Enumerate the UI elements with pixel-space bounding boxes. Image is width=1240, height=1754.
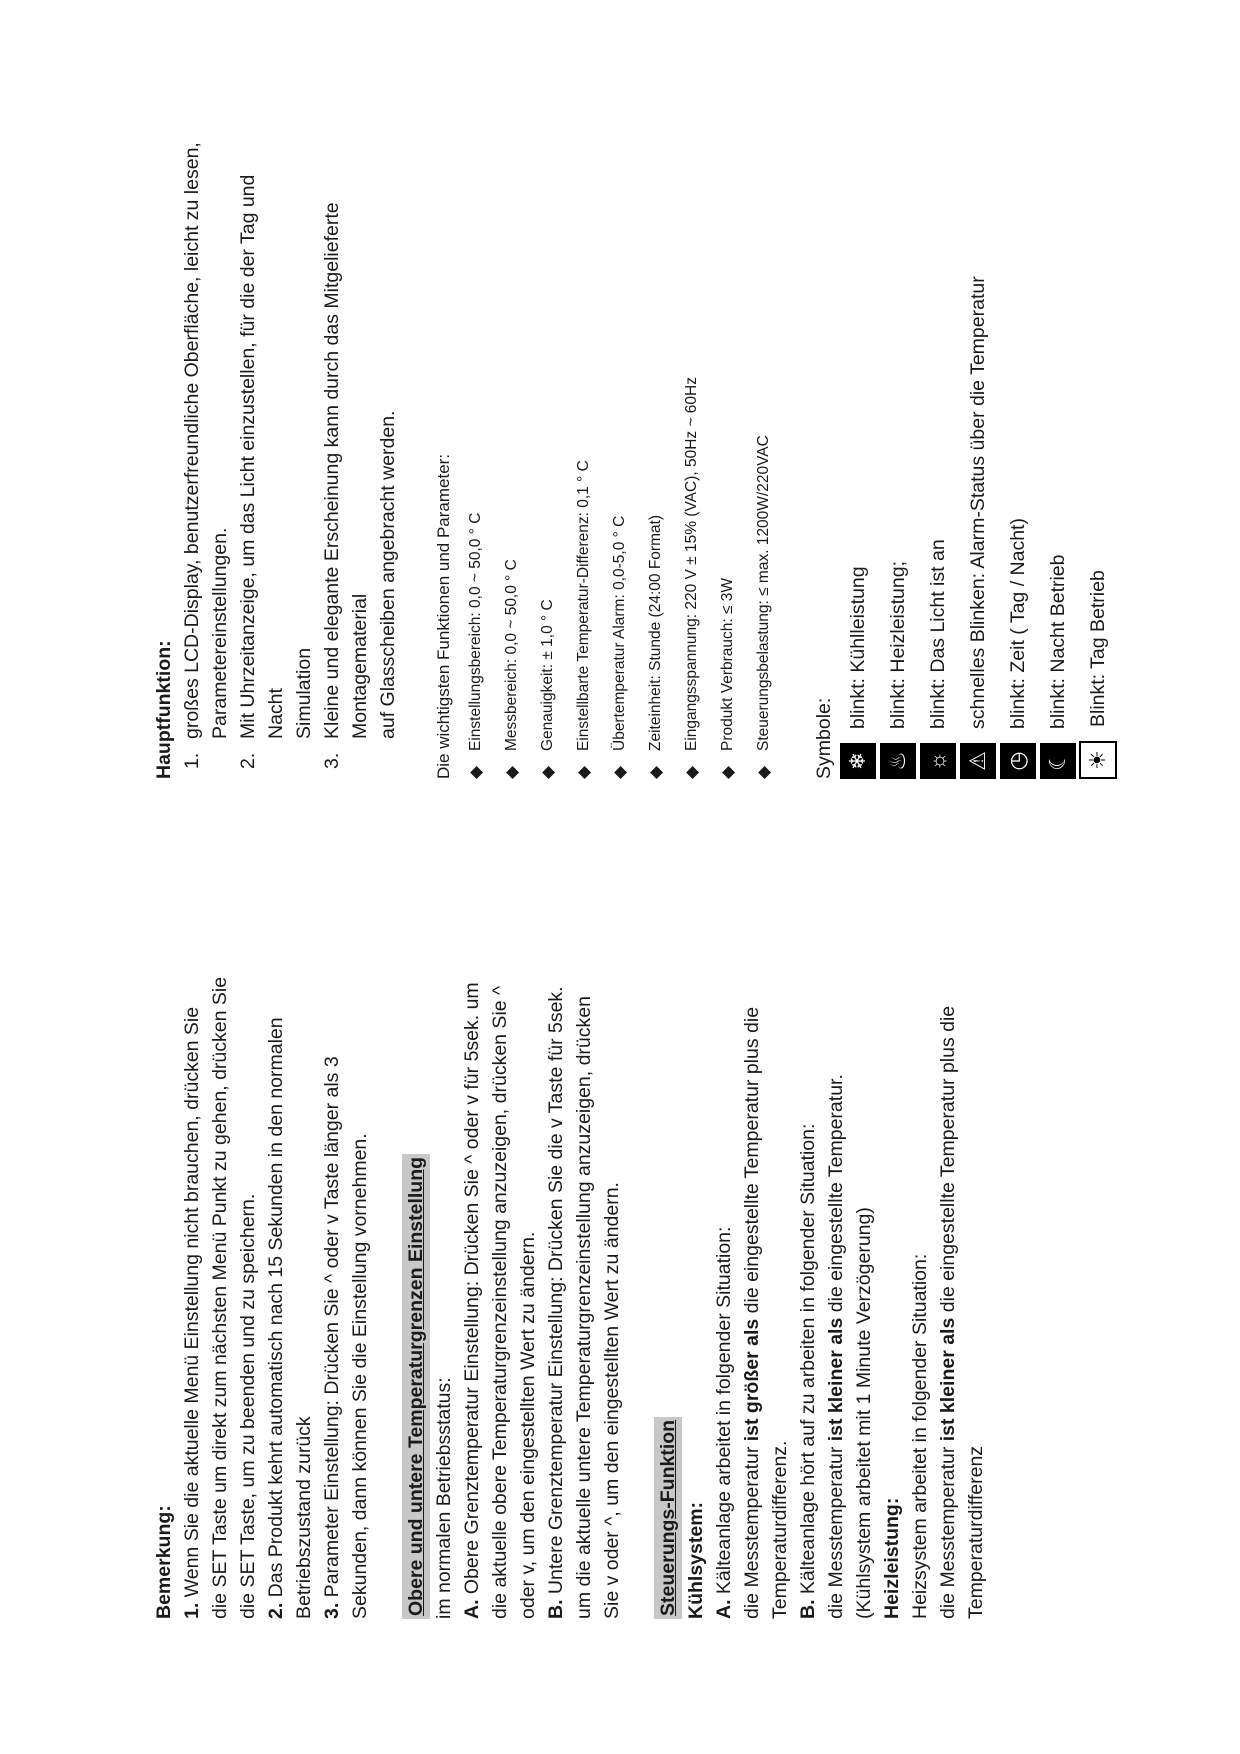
light-bulb-icon: ☼ — [920, 743, 956, 779]
cool-b-line-3: (Kühlsystem arbeitet mit 1 Minute Verzögerung) — [853, 1207, 875, 1619]
symbol-text: Blinkt: Tag Betrieb — [1087, 570, 1109, 727]
cool-b-line-1: Kälteanlage hört auf zu arbeiten in folgender Situation: — [797, 1123, 819, 1595]
main-2-line-2: Simulation — [293, 647, 315, 739]
symbol-text: blinkt: Das Licht ist an — [927, 539, 949, 729]
remark-title: Bemerkung: — [153, 1505, 175, 1619]
cooling-title: Kühlsystem: — [685, 1501, 707, 1619]
param-text: Einstellungsbereich: 0,0 ~ 50,0 ° C — [467, 512, 484, 751]
cool-b-post: die eingestellte Temperatur. — [825, 1074, 847, 1318]
param-item — [458, 119, 494, 779]
bullet-icon: ◆ — [502, 765, 521, 779]
heating-title: Heizleistung: — [881, 1497, 903, 1619]
cool-b-bold: ist kleiner als — [825, 1317, 847, 1442]
remark-num-2: 2. — [265, 1602, 287, 1619]
symbol-text: blinkt: Zeit ( Tag / Nacht) — [1007, 518, 1029, 729]
param-text: Eingangsspannung: 220 V ± 15% (VAC), 50Hz ~ 60Hz — [683, 377, 700, 751]
main-item-2 — [234, 119, 318, 779]
heat-line-3: Temperaturdifferenz — [965, 1445, 987, 1619]
symbol-row — [838, 119, 878, 779]
bullet-icon: ◆ — [682, 765, 701, 779]
limits-b-line-1: Untere Grenztemperatur Einstellung: Drücken Sie die v Taste für 5sek. — [545, 986, 567, 1595]
bullet-icon: ◆ — [754, 765, 773, 779]
cool-a-line-1: Kälteanlage arbeitet in folgender Situation: — [713, 1226, 735, 1595]
limits-a-label: A. — [461, 1599, 483, 1619]
param-item — [566, 119, 602, 779]
remark-item-1 — [178, 899, 262, 1619]
bullet-icon: ◆ — [646, 765, 665, 779]
remark-1-line-2: die SET Taste um direkt zum nächsten Menü Punkt zu gehen, drücken Sie — [209, 976, 231, 1619]
remark-3-line-1: Parameter Einstellung: Drücken Sie ^ oder v Taste länger als 3 — [321, 1056, 343, 1598]
main-2-line-1: Mit Uhrzeitanzeige, um das Licht einzustellen, für die der Tag und Nacht — [237, 174, 287, 739]
cooling-b — [794, 899, 878, 1619]
cool-a-post: die eingestellte Temperatur plus die — [741, 1006, 763, 1319]
main-function-title: Hauptfunktion: — [153, 640, 175, 779]
main-num-2: 2. — [237, 752, 259, 769]
bullet-icon: ◆ — [538, 765, 557, 779]
heat-line-1: Heizsystem arbeitet in folgender Situation: — [909, 1253, 931, 1619]
control-title: Steuerungs-Funktion — [654, 1417, 682, 1619]
symbol-text: blinkt: Heizleistung; — [887, 561, 909, 729]
cool-a-label: A. — [713, 1599, 735, 1619]
param-item — [602, 119, 638, 779]
limits-a-line-2: die aktuelle obere Temperaturgrenzeinstellung anzuzeigen, drücken Sie ^ — [489, 985, 511, 1619]
main-item-1 — [178, 119, 234, 779]
symbols-list — [838, 119, 1118, 779]
remark-1-line-3: die SET Taste, um zu beenden und zu speichern. — [237, 1193, 259, 1619]
param-text: Steuerungsbelastung: ≤ max. 1200W/220VAC — [755, 435, 772, 751]
limits-a-line-3: oder v, um den eingestellten Wert zu ändern. — [517, 1231, 539, 1619]
cool-a-bold: ist größer als — [741, 1318, 763, 1442]
cool-b-pre: die Messtemperatur — [825, 1441, 847, 1619]
heating-text — [906, 899, 990, 1619]
main-function-list — [178, 119, 402, 779]
alarm-thermometer-icon: ⚠ — [960, 743, 996, 779]
param-text: Produkt Verbrauch: ≤ 3W — [719, 577, 736, 751]
right-column — [150, 119, 1118, 779]
limits-a — [458, 899, 542, 1619]
param-text: Genauigkeit: ± 1,0 ° C — [539, 599, 556, 751]
symbol-text: schnelles Blinken: Alarm-Status über die Temperatur — [967, 276, 989, 729]
left-column — [150, 899, 990, 1619]
symbol-row — [958, 119, 998, 779]
main-3-line-1: Kleine und elegante Erscheinung kann durch das Mitgelieferte Montagematerial — [321, 202, 371, 739]
cool-b-label: B. — [797, 1599, 819, 1619]
param-item — [674, 119, 710, 779]
symbol-text: blinkt: Nacht Betrieb — [1047, 554, 1069, 729]
cool-a-line-3: Temperaturdifferenz. — [769, 1440, 791, 1619]
limits-b-label: B. — [545, 1599, 567, 1619]
param-item — [710, 119, 746, 779]
bullet-icon: ◆ — [610, 765, 629, 779]
symbol-row — [878, 119, 918, 779]
symbols-title: Symbole: — [813, 697, 835, 779]
moon-icon: ☾ — [1040, 743, 1076, 779]
param-item — [746, 119, 782, 779]
symbol-row — [998, 119, 1038, 779]
remark-2-line-1: Das Produkt kehrt automatisch nach 15 Sekunden in den normalen — [265, 1017, 287, 1598]
bullet-icon: ◆ — [718, 765, 737, 779]
remark-item-3 — [318, 899, 374, 1619]
main-1-line-2: Parametereinstellungen. — [209, 527, 231, 739]
snowflake-icon: ❄ — [840, 743, 876, 779]
param-text: Messbereich: 0,0 ~ 50,0 ° C — [503, 559, 520, 751]
heat-pre: die Messtemperatur — [937, 1441, 959, 1619]
params-title: Die wichtigsten Funktionen und Parameter: — [434, 453, 453, 779]
limits-b — [542, 899, 626, 1619]
heat-post: die eingestellte Temperatur plus die — [937, 1005, 959, 1318]
clock-icon: ◷ — [1000, 743, 1036, 779]
symbol-row — [918, 119, 958, 779]
sun-icon: ☀ — [1079, 741, 1117, 779]
heat-waves-icon: ♨ — [880, 743, 916, 779]
cooling-a — [710, 899, 794, 1619]
limits-title: Obere und untere Temperaturgrenzen Einstellung — [402, 1154, 430, 1619]
limits-b-line-3: Sie v oder ^, um den eingestellten Wert zu ändern. — [601, 1182, 623, 1619]
remark-3-line-2: Sekunden, dann können Sie die Einstellung vornehmen. — [349, 1133, 371, 1619]
remark-num-3: 3. — [321, 1602, 343, 1619]
bullet-icon: ◆ — [574, 765, 593, 779]
cool-a-pre: die Messtemperatur — [741, 1441, 763, 1619]
remark-item-2 — [262, 899, 318, 1619]
main-1-line-1: großes LCD-Display, benutzerfreundliche Oberfläche, leicht zu lesen, — [181, 142, 203, 739]
symbol-row — [1038, 119, 1078, 779]
param-item — [494, 119, 530, 779]
bullet-icon: ◆ — [466, 765, 485, 779]
limits-subtitle: im normalen Betriebsstatus: — [433, 1377, 455, 1619]
limits-b-line-2: um die aktuelle untere Temperaturgrenzeinstellung anzuzeigen, drücken — [573, 996, 595, 1619]
param-item — [638, 119, 674, 779]
main-num-1: 1. — [181, 752, 203, 769]
params-list — [458, 119, 782, 779]
param-item — [530, 119, 566, 779]
param-text: Übertemperatur Alarm: 0,0-5,0 ° C — [611, 515, 628, 751]
symbol-text: blinkt: Kühlleistung — [847, 566, 869, 729]
main-num-3: 3. — [321, 752, 343, 769]
remark-2-line-2: Betriebszustand zurück — [293, 1416, 315, 1619]
main-item-3 — [318, 119, 402, 779]
param-text: Einstellbarte Temperatur-Differenz: 0,1 ° C — [575, 460, 592, 751]
symbol-row — [1078, 119, 1118, 779]
heat-bold: ist kleiner als — [937, 1317, 959, 1442]
param-text: Zeiteinheit: Stunde (24:00 Format) — [647, 514, 664, 751]
main-3-line-2: auf Glasscheiben angebracht werden. — [377, 410, 399, 739]
limits-a-line-1: Obere Grenztemperatur Einstellung: Drücken Sie ^ oder v für 5sek. um — [461, 982, 483, 1595]
remark-1-line-1: Wenn Sie die aktuelle Menü Einstellung nicht brauchen, drücken Sie — [181, 1006, 203, 1598]
remark-num-1: 1. — [181, 1602, 203, 1619]
